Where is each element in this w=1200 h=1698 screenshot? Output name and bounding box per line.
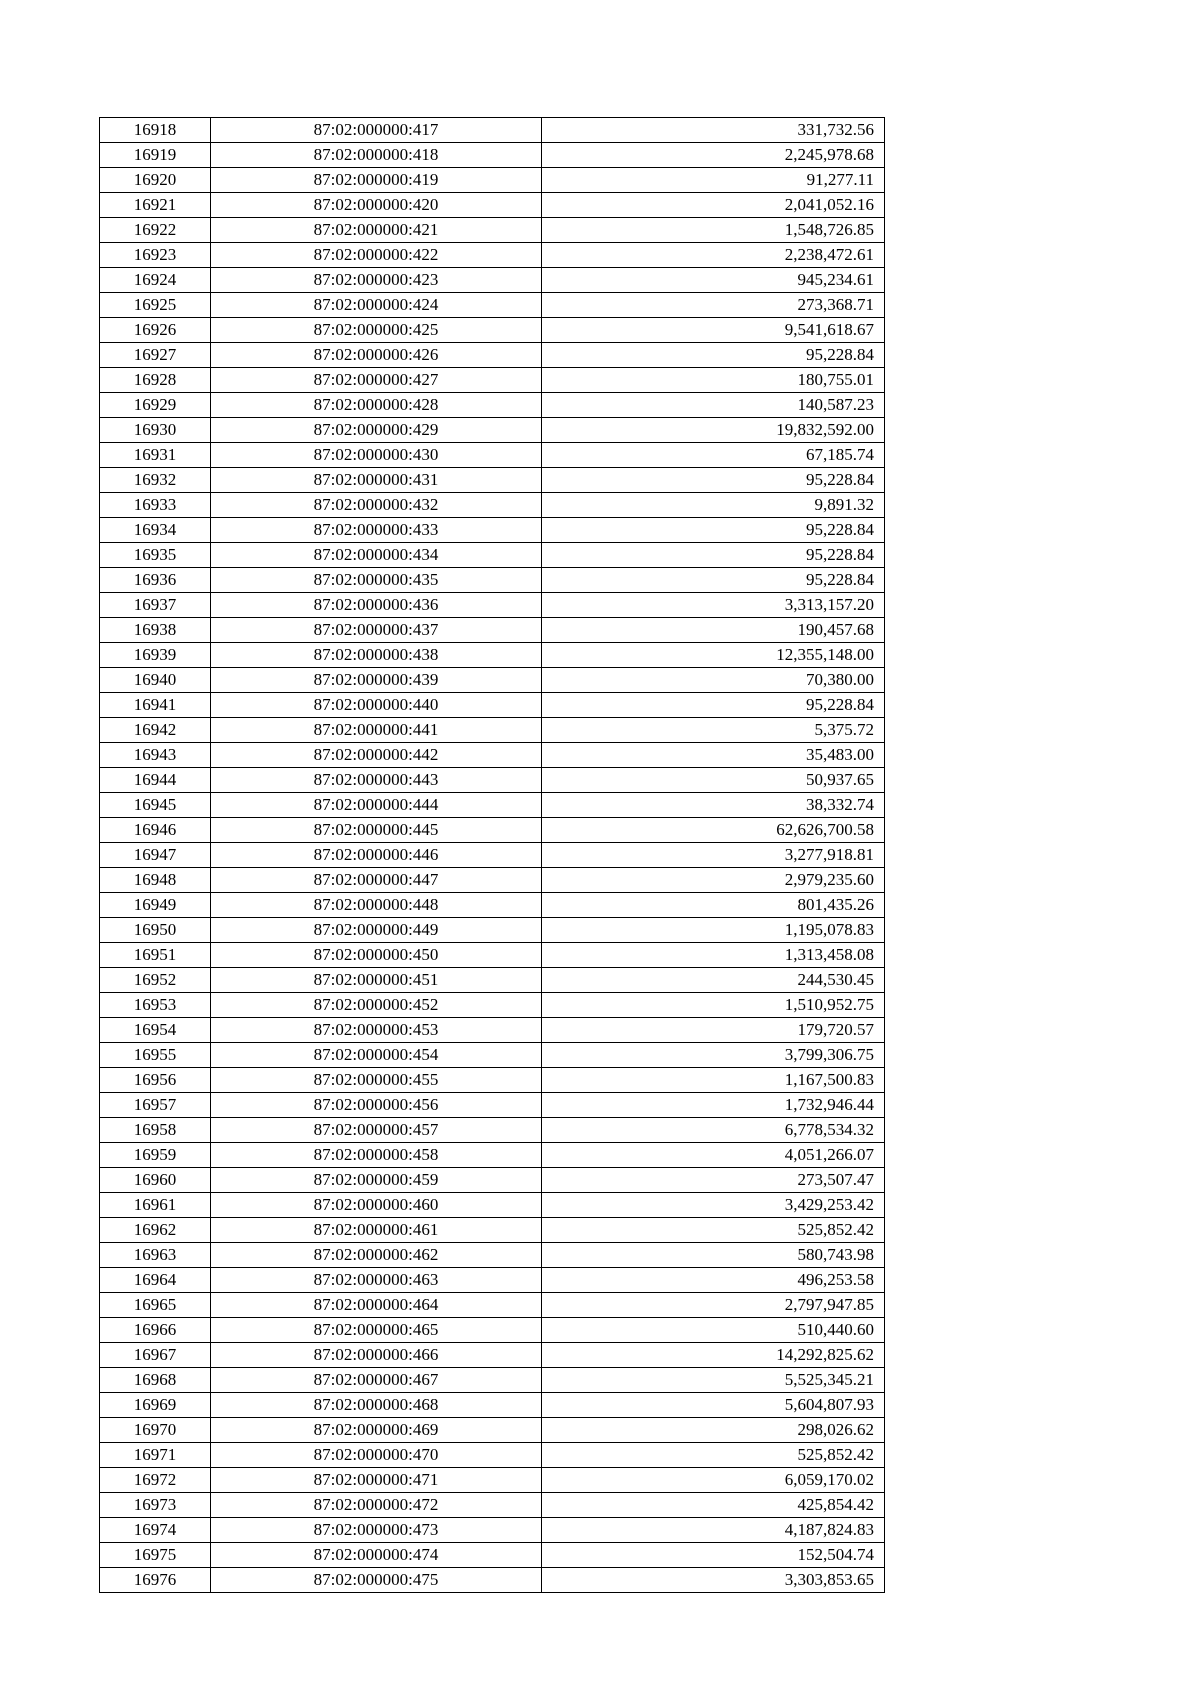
value-cell: 580,743.98 — [542, 1243, 885, 1268]
value-cell: 2,797,947.85 — [542, 1293, 885, 1318]
cadastral-number-cell: 87:02:000000:454 — [211, 1043, 542, 1068]
value-cell: 5,525,345.21 — [542, 1368, 885, 1393]
cadastral-number-cell: 87:02:000000:459 — [211, 1168, 542, 1193]
value-cell: 19,832,592.00 — [542, 418, 885, 443]
row-number-cell: 16969 — [100, 1393, 211, 1418]
value-cell: 12,355,148.00 — [542, 643, 885, 668]
cadastral-number-cell: 87:02:000000:434 — [211, 543, 542, 568]
table-row — [100, 543, 885, 568]
row-number-cell: 16937 — [100, 593, 211, 618]
cadastral-number-cell: 87:02:000000:461 — [211, 1218, 542, 1243]
cadastral-number-cell: 87:02:000000:435 — [211, 568, 542, 593]
table-row — [100, 1443, 885, 1468]
value-cell: 1,167,500.83 — [542, 1068, 885, 1093]
value-cell: 273,507.47 — [542, 1168, 885, 1193]
table-row — [100, 1518, 885, 1543]
cadastral-number-cell: 87:02:000000:432 — [211, 493, 542, 518]
row-number-cell: 16943 — [100, 743, 211, 768]
cadastral-number-cell: 87:02:000000:469 — [211, 1418, 542, 1443]
table-row — [100, 868, 885, 893]
cadastral-number-cell: 87:02:000000:451 — [211, 968, 542, 993]
row-number-cell: 16973 — [100, 1493, 211, 1518]
row-number-cell: 16938 — [100, 618, 211, 643]
cadastral-number-cell: 87:02:000000:475 — [211, 1568, 542, 1593]
row-number-cell: 16928 — [100, 368, 211, 393]
value-cell: 5,604,807.93 — [542, 1393, 885, 1418]
row-number-cell: 16924 — [100, 268, 211, 293]
row-number-cell: 16940 — [100, 668, 211, 693]
value-cell: 190,457.68 — [542, 618, 885, 643]
cadastral-number-cell: 87:02:000000:423 — [211, 268, 542, 293]
table-row — [100, 618, 885, 643]
row-number-cell: 16975 — [100, 1543, 211, 1568]
value-cell: 95,228.84 — [542, 693, 885, 718]
row-number-cell: 16929 — [100, 393, 211, 418]
row-number-cell: 16960 — [100, 1168, 211, 1193]
value-cell: 298,026.62 — [542, 1418, 885, 1443]
row-number-cell: 16955 — [100, 1043, 211, 1068]
value-cell: 152,504.74 — [542, 1543, 885, 1568]
table-row — [100, 1368, 885, 1393]
row-number-cell: 16919 — [100, 143, 211, 168]
value-cell: 945,234.61 — [542, 268, 885, 293]
table-row — [100, 943, 885, 968]
cadastral-number-cell: 87:02:000000:447 — [211, 868, 542, 893]
cadastral-number-cell: 87:02:000000:456 — [211, 1093, 542, 1118]
row-number-cell: 16959 — [100, 1143, 211, 1168]
cadastral-number-cell: 87:02:000000:440 — [211, 693, 542, 718]
table-row — [100, 968, 885, 993]
row-number-cell: 16949 — [100, 893, 211, 918]
cadastral-number-cell: 87:02:000000:446 — [211, 843, 542, 868]
value-cell: 1,548,726.85 — [542, 218, 885, 243]
row-number-cell: 16921 — [100, 193, 211, 218]
table-row — [100, 1168, 885, 1193]
value-cell: 6,778,534.32 — [542, 1118, 885, 1143]
table-row — [100, 318, 885, 343]
cadastral-number-cell: 87:02:000000:472 — [211, 1493, 542, 1518]
value-cell: 38,332.74 — [542, 793, 885, 818]
cadastral-number-cell: 87:02:000000:439 — [211, 668, 542, 693]
value-cell: 3,313,157.20 — [542, 593, 885, 618]
table-row — [100, 518, 885, 543]
value-cell: 35,483.00 — [542, 743, 885, 768]
cadastral-number-cell: 87:02:000000:448 — [211, 893, 542, 918]
row-number-cell: 16976 — [100, 1568, 211, 1593]
table-row — [100, 1043, 885, 1068]
cadastral-number-cell: 87:02:000000:438 — [211, 643, 542, 668]
table-row — [100, 443, 885, 468]
row-number-cell: 16934 — [100, 518, 211, 543]
cadastral-number-cell: 87:02:000000:466 — [211, 1343, 542, 1368]
cadastral-number-cell: 87:02:000000:419 — [211, 168, 542, 193]
cadastral-number-cell: 87:02:000000:450 — [211, 943, 542, 968]
cadastral-number-cell: 87:02:000000:427 — [211, 368, 542, 393]
row-number-cell: 16933 — [100, 493, 211, 518]
table-row — [100, 818, 885, 843]
value-cell: 4,187,824.83 — [542, 1518, 885, 1543]
cadastral-number-cell: 87:02:000000:425 — [211, 318, 542, 343]
cadastral-number-cell: 87:02:000000:467 — [211, 1368, 542, 1393]
row-number-cell: 16947 — [100, 843, 211, 868]
value-cell: 1,510,952.75 — [542, 993, 885, 1018]
table-row — [100, 1118, 885, 1143]
cadastral-number-cell: 87:02:000000:426 — [211, 343, 542, 368]
row-number-cell: 16967 — [100, 1343, 211, 1368]
row-number-cell: 16966 — [100, 1318, 211, 1343]
row-number-cell: 16972 — [100, 1468, 211, 1493]
value-cell: 9,891.32 — [542, 493, 885, 518]
row-number-cell: 16970 — [100, 1418, 211, 1443]
cadastral-number-cell: 87:02:000000:468 — [211, 1393, 542, 1418]
table-row — [100, 1193, 885, 1218]
row-number-cell: 16920 — [100, 168, 211, 193]
row-number-cell: 16948 — [100, 868, 211, 893]
row-number-cell: 16932 — [100, 468, 211, 493]
cadastral-number-cell: 87:02:000000:465 — [211, 1318, 542, 1343]
row-number-cell: 16939 — [100, 643, 211, 668]
value-cell: 2,979,235.60 — [542, 868, 885, 893]
value-cell: 50,937.65 — [542, 768, 885, 793]
row-number-cell: 16951 — [100, 943, 211, 968]
row-number-cell: 16964 — [100, 1268, 211, 1293]
cadastral-number-cell: 87:02:000000:457 — [211, 1118, 542, 1143]
table-row — [100, 118, 885, 143]
table-row — [100, 393, 885, 418]
row-number-cell: 16958 — [100, 1118, 211, 1143]
row-number-cell: 16942 — [100, 718, 211, 743]
table-row — [100, 1093, 885, 1118]
row-number-cell: 16926 — [100, 318, 211, 343]
cadastral-number-cell: 87:02:000000:473 — [211, 1518, 542, 1543]
table-row — [100, 793, 885, 818]
row-number-cell: 16945 — [100, 793, 211, 818]
value-cell: 91,277.11 — [542, 168, 885, 193]
value-cell: 2,238,472.61 — [542, 243, 885, 268]
table-row — [100, 593, 885, 618]
row-number-cell: 16946 — [100, 818, 211, 843]
cadastral-number-cell: 87:02:000000:464 — [211, 1293, 542, 1318]
row-number-cell: 16922 — [100, 218, 211, 243]
table-row — [100, 843, 885, 868]
table-row — [100, 1343, 885, 1368]
table-row — [100, 1218, 885, 1243]
table-body — [100, 118, 885, 1593]
table-row — [100, 468, 885, 493]
value-cell: 244,530.45 — [542, 968, 885, 993]
value-cell: 179,720.57 — [542, 1018, 885, 1043]
cadastral-number-cell: 87:02:000000:462 — [211, 1243, 542, 1268]
row-number-cell: 16918 — [100, 118, 211, 143]
row-number-cell: 16923 — [100, 243, 211, 268]
row-number-cell: 16961 — [100, 1193, 211, 1218]
row-number-cell: 16954 — [100, 1018, 211, 1043]
value-cell: 95,228.84 — [542, 468, 885, 493]
value-cell: 95,228.84 — [542, 568, 885, 593]
table-row — [100, 893, 885, 918]
cadastral-number-cell: 87:02:000000:463 — [211, 1268, 542, 1293]
row-number-cell: 16936 — [100, 568, 211, 593]
row-number-cell: 16971 — [100, 1443, 211, 1468]
value-cell: 62,626,700.58 — [542, 818, 885, 843]
table-row — [100, 418, 885, 443]
table-row — [100, 1268, 885, 1293]
table-row — [100, 1543, 885, 1568]
value-cell: 3,277,918.81 — [542, 843, 885, 868]
table-row — [100, 1293, 885, 1318]
table-row — [100, 343, 885, 368]
row-number-cell: 16962 — [100, 1218, 211, 1243]
table-row — [100, 718, 885, 743]
value-cell: 95,228.84 — [542, 343, 885, 368]
value-cell: 140,587.23 — [542, 393, 885, 418]
table-row — [100, 1243, 885, 1268]
cadastral-number-cell: 87:02:000000:445 — [211, 818, 542, 843]
table-row — [100, 243, 885, 268]
cadastral-number-cell: 87:02:000000:417 — [211, 118, 542, 143]
row-number-cell: 16952 — [100, 968, 211, 993]
cadastral-number-cell: 87:02:000000:443 — [211, 768, 542, 793]
value-cell: 496,253.58 — [542, 1268, 885, 1293]
cadastral-number-cell: 87:02:000000:442 — [211, 743, 542, 768]
cadastral-number-cell: 87:02:000000:418 — [211, 143, 542, 168]
cadastral-number-cell: 87:02:000000:430 — [211, 443, 542, 468]
cadastral-number-cell: 87:02:000000:424 — [211, 293, 542, 318]
value-cell: 1,732,946.44 — [542, 1093, 885, 1118]
cadastral-number-cell: 87:02:000000:431 — [211, 468, 542, 493]
table-row — [100, 668, 885, 693]
cadastral-number-cell: 87:02:000000:453 — [211, 1018, 542, 1043]
cadastral-number-cell: 87:02:000000:449 — [211, 918, 542, 943]
table-row — [100, 1143, 885, 1168]
row-number-cell: 16968 — [100, 1368, 211, 1393]
cadastral-number-cell: 87:02:000000:458 — [211, 1143, 542, 1168]
value-cell: 525,852.42 — [542, 1443, 885, 1468]
row-number-cell: 16935 — [100, 543, 211, 568]
table-row — [100, 1568, 885, 1593]
table-row — [100, 918, 885, 943]
table-row — [100, 693, 885, 718]
row-number-cell: 16950 — [100, 918, 211, 943]
cadastral-number-cell: 87:02:000000:420 — [211, 193, 542, 218]
value-cell: 425,854.42 — [542, 1493, 885, 1518]
cadastral-number-cell: 87:02:000000:444 — [211, 793, 542, 818]
row-number-cell: 16927 — [100, 343, 211, 368]
cadastral-number-cell: 87:02:000000:421 — [211, 218, 542, 243]
value-cell: 95,228.84 — [542, 543, 885, 568]
row-number-cell: 16925 — [100, 293, 211, 318]
table-row — [100, 768, 885, 793]
cadastral-number-cell: 87:02:000000:471 — [211, 1468, 542, 1493]
value-cell: 5,375.72 — [542, 718, 885, 743]
cadastral-number-cell: 87:02:000000:429 — [211, 418, 542, 443]
row-number-cell: 16931 — [100, 443, 211, 468]
table-row — [100, 168, 885, 193]
cadastral-number-cell: 87:02:000000:441 — [211, 718, 542, 743]
value-cell: 525,852.42 — [542, 1218, 885, 1243]
row-number-cell: 16944 — [100, 768, 211, 793]
value-cell: 3,303,853.65 — [542, 1568, 885, 1593]
table-row — [100, 1393, 885, 1418]
value-cell: 70,380.00 — [542, 668, 885, 693]
value-cell: 510,440.60 — [542, 1318, 885, 1343]
value-cell: 801,435.26 — [542, 893, 885, 918]
table-row — [100, 193, 885, 218]
cadastral-number-cell: 87:02:000000:428 — [211, 393, 542, 418]
cadastral-number-cell: 87:02:000000:474 — [211, 1543, 542, 1568]
cadastral-number-cell: 87:02:000000:437 — [211, 618, 542, 643]
table-row — [100, 218, 885, 243]
row-number-cell: 16965 — [100, 1293, 211, 1318]
value-cell: 6,059,170.02 — [542, 1468, 885, 1493]
value-cell: 95,228.84 — [542, 518, 885, 543]
table-row — [100, 268, 885, 293]
table-row — [100, 1318, 885, 1343]
cadastral-number-cell: 87:02:000000:452 — [211, 993, 542, 1018]
row-number-cell: 16941 — [100, 693, 211, 718]
row-number-cell: 16930 — [100, 418, 211, 443]
value-cell: 4,051,266.07 — [542, 1143, 885, 1168]
table-row — [100, 993, 885, 1018]
cadastral-number-cell: 87:02:000000:422 — [211, 243, 542, 268]
table-row — [100, 493, 885, 518]
table-row — [100, 1418, 885, 1443]
row-number-cell: 16957 — [100, 1093, 211, 1118]
value-cell: 3,799,306.75 — [542, 1043, 885, 1068]
value-cell: 180,755.01 — [542, 368, 885, 393]
value-cell: 1,313,458.08 — [542, 943, 885, 968]
cadastral-number-cell: 87:02:000000:433 — [211, 518, 542, 543]
cadastral-number-cell: 87:02:000000:470 — [211, 1443, 542, 1468]
table-row — [100, 568, 885, 593]
table-row — [100, 1493, 885, 1518]
value-cell: 9,541,618.67 — [542, 318, 885, 343]
table-row — [100, 368, 885, 393]
value-cell: 67,185.74 — [542, 443, 885, 468]
value-cell: 273,368.71 — [542, 293, 885, 318]
value-cell: 2,041,052.16 — [542, 193, 885, 218]
row-number-cell: 16963 — [100, 1243, 211, 1268]
cadastral-value-table — [99, 117, 885, 1593]
value-cell: 2,245,978.68 — [542, 143, 885, 168]
cadastral-number-cell: 87:02:000000:436 — [211, 593, 542, 618]
row-number-cell: 16974 — [100, 1518, 211, 1543]
value-cell: 14,292,825.62 — [542, 1343, 885, 1368]
cadastral-number-cell: 87:02:000000:460 — [211, 1193, 542, 1218]
value-cell: 331,732.56 — [542, 118, 885, 143]
cadastral-number-cell: 87:02:000000:455 — [211, 1068, 542, 1093]
value-cell: 3,429,253.42 — [542, 1193, 885, 1218]
table-row — [100, 743, 885, 768]
row-number-cell: 16953 — [100, 993, 211, 1018]
table-row — [100, 293, 885, 318]
value-cell: 1,195,078.83 — [542, 918, 885, 943]
table-row — [100, 1018, 885, 1043]
row-number-cell: 16956 — [100, 1068, 211, 1093]
table-row — [100, 1468, 885, 1493]
table-row — [100, 643, 885, 668]
table-row — [100, 143, 885, 168]
table-row — [100, 1068, 885, 1093]
